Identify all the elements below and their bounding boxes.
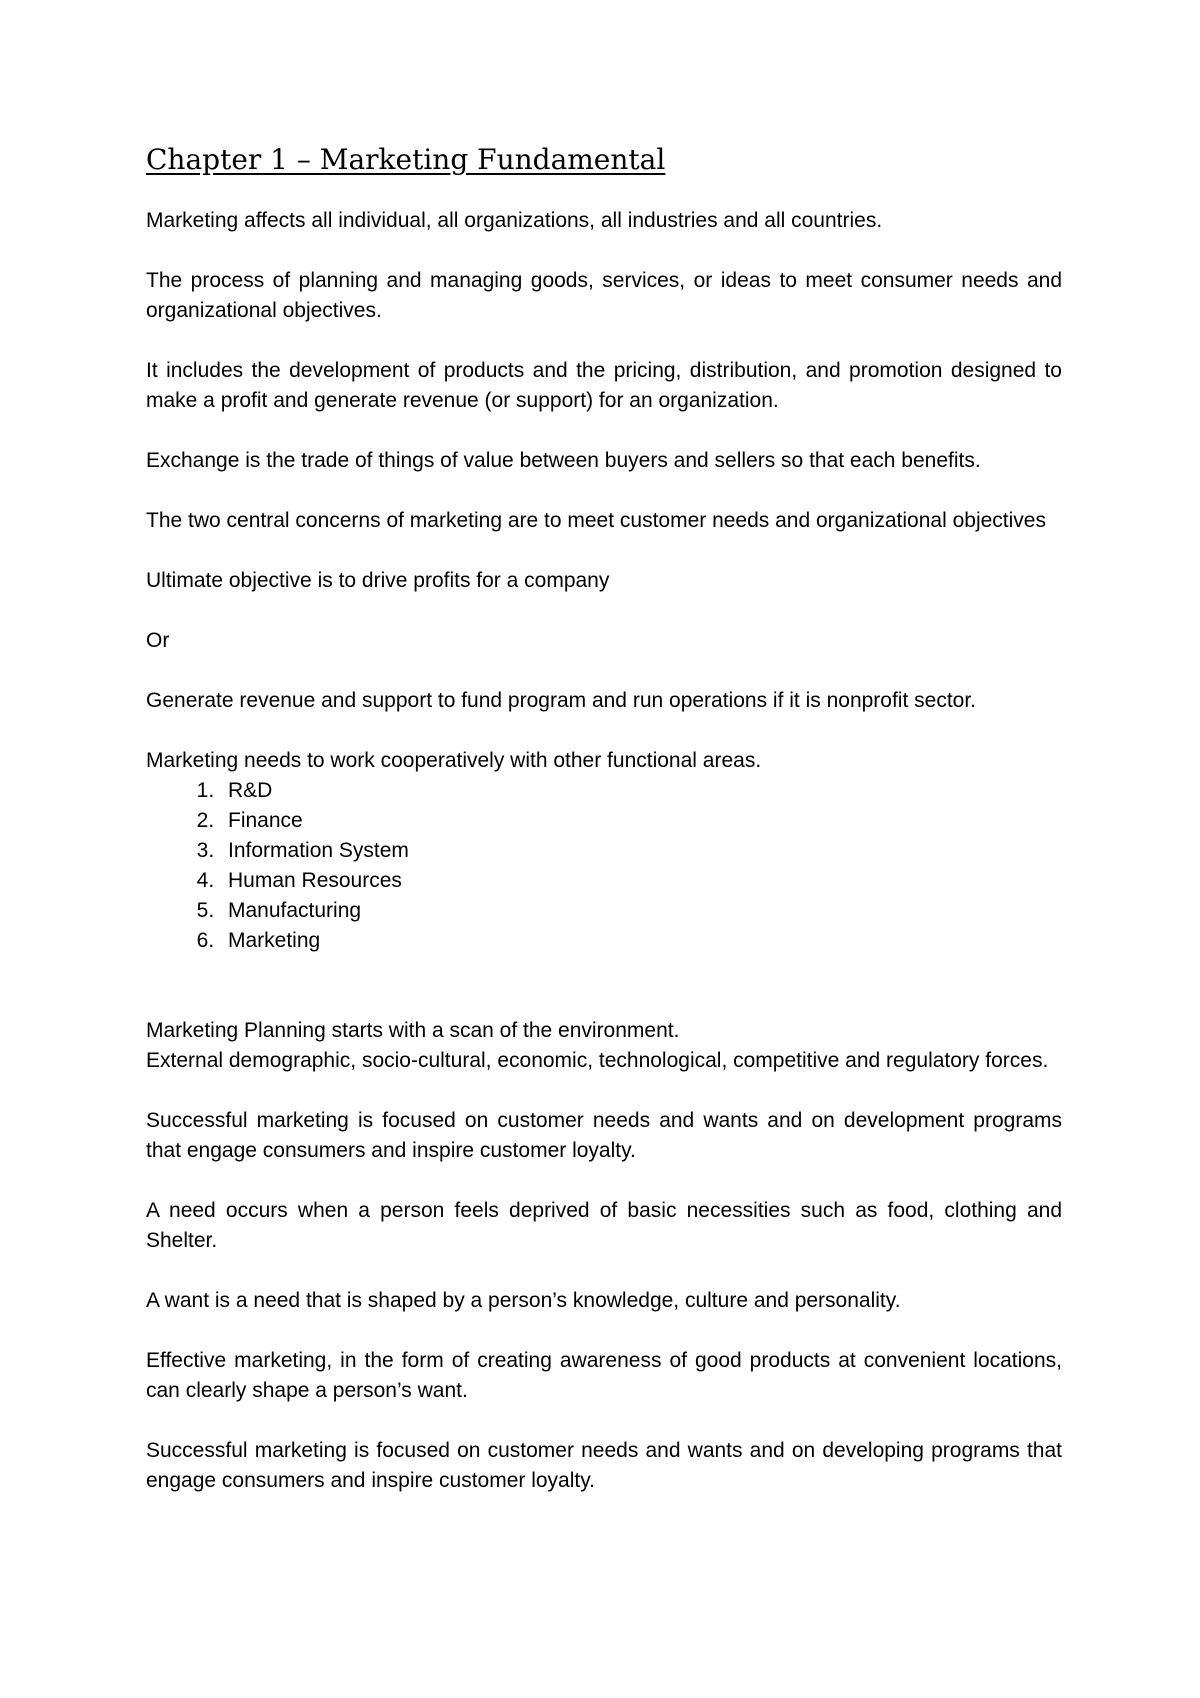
paragraph-planning-scan: Marketing Planning starts with a scan of the environment. [146, 1019, 680, 1042]
list-intro: Marketing needs to work cooperatively with other functional areas. [146, 749, 762, 772]
list-item: 2. Finance [220, 806, 1062, 836]
paragraph-need-definition: A need occurs when a person feels deprived of basic necessities such as food, clothing and Shelter. [146, 1199, 1062, 1252]
paragraph-process-definition: The process of planning and managing goods, services, or ideas to meet consumer needs and organizational objectives. [146, 269, 1062, 322]
paragraph-generate-revenue: Generate revenue and support to fund program and run operations if it is nonprofit sector. [146, 689, 977, 712]
list-item: 5. Manufacturing [220, 896, 1062, 926]
paragraph-includes-development: It includes the development of products and the pricing, distribution, and promotion designed to make a profit and generate revenue (or support) for an organization. [146, 359, 1062, 412]
document-page [146, 140, 1062, 1526]
list-item: 4. Human Resources [220, 866, 1062, 896]
chapter-title: Chapter 1 – Marketing Fundamental [146, 143, 666, 176]
list-item: 1. R&D [220, 776, 1062, 806]
paragraph-central-concerns: The two central concerns of marketing are to meet customer needs and organizational objectives [146, 509, 1046, 532]
paragraph-exchange: Exchange is the trade of things of value between buyers and sellers so that each benefits. [146, 449, 981, 472]
paragraph-marketing-affects: Marketing affects all individual, all organizations, all industries and all countries. [146, 209, 883, 232]
paragraph-external-forces: External demographic, socio-cultural, economic, technological, competitive and regulatory forces. [146, 1049, 1049, 1072]
list-item: 6. Marketing [220, 926, 1062, 956]
paragraph-or: Or [146, 629, 170, 652]
paragraph-successful-marketing-1: Successful marketing is focused on customer needs and wants and on development programs that engage consumers and inspire customer loyalty. [146, 1109, 1062, 1162]
paragraph-effective-marketing: Effective marketing, in the form of creating awareness of good products at convenient locations, can clearly shape a person’s want. [146, 1349, 1062, 1402]
functional-areas-list [146, 776, 1062, 956]
paragraph-successful-marketing-2: Successful marketing is focused on customer needs and wants and on developing programs that engage consumers and inspire customer loyalty. [146, 1439, 1062, 1492]
paragraph-want-definition: A want is a need that is shaped by a person’s knowledge, culture and personality. [146, 1289, 901, 1312]
paragraph-ultimate-objective: Ultimate objective is to drive profits for a company [146, 569, 610, 592]
list-item: 3. Information System [220, 836, 1062, 866]
